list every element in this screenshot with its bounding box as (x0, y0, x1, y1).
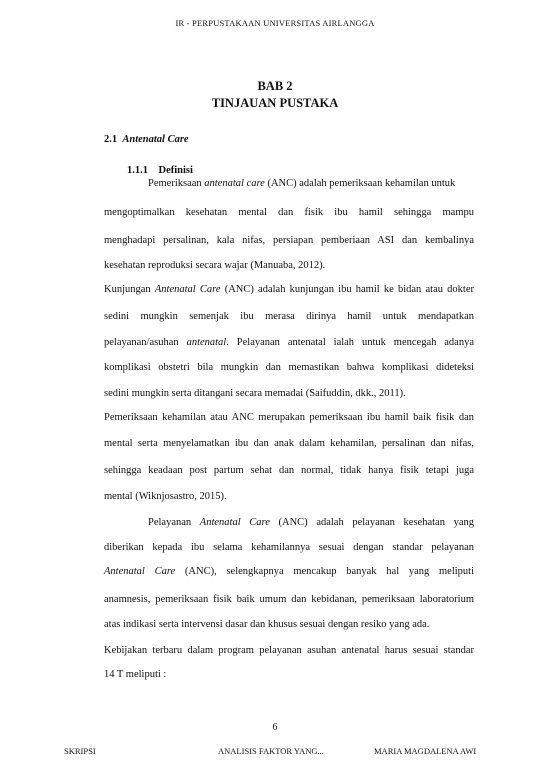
body-line (104, 260, 474, 271)
body-text-run: mental serta menyelamatkan ibu dan anak dalam kehamilan, persalinan dan nifas, (104, 438, 474, 449)
body-text-run: mengoptimalkan kesehatan mental dan fisik ibu hamil sehingga mampu (104, 207, 474, 218)
body-text-run: kesehatan reproduksi secara wajar (Manuaba, 2012). (104, 260, 326, 271)
body-text-run: komplikasi obstetri bila mungkin dan memastikan bahwa komplikasi dideteksi (104, 362, 474, 373)
footer-left: SKRIPSI (64, 746, 96, 756)
body-text-run: sedini mungkin semenjak ibu merasa dirinya hamil untuk mendapatkan (104, 311, 474, 322)
body-line (104, 491, 474, 502)
body-line (104, 465, 474, 476)
footer-right: MARIA MAGDALENA AWI (374, 746, 477, 756)
subsection-title: Definisi (158, 165, 193, 176)
body-text-run: (ANC) adalah kunjungan ibu hamil ke bidan atau dokter (220, 284, 474, 295)
body-text-run: 14 T meliputi : (104, 669, 167, 680)
section-title: Antenatal Care (122, 134, 189, 145)
body-line (104, 412, 474, 423)
body-line (104, 388, 474, 399)
body-text-run: Kebijakan terbaru dalam program pelayanan asuhan antenatal harus sesuai standar (104, 645, 474, 656)
body-text-run: atas indikasi serta intervensi dasar dan khusus sesuai dengan resiko yang ada. (104, 619, 430, 630)
body-line (148, 517, 474, 528)
body-line (104, 207, 474, 218)
body-text-run: mental (Wiknjosastro, 2015). (104, 491, 227, 502)
body-line (104, 542, 474, 553)
body-line (104, 566, 474, 577)
section-number: 2.1 (104, 134, 118, 145)
body-text-run: (ANC) adalah pelayanan kesehatan yang (269, 517, 474, 528)
body-text-run: anamnesis, pemeriksaan fisik baik umum dan kebidanan, pemeriksaan laboratorium (104, 594, 474, 605)
body-text-run: diberikan kepada ibu selama kehamilannya sesuai dengan standar pelayanan (104, 542, 474, 553)
body-italic-run: Antenatal Care (104, 566, 176, 577)
page-number: 6 (272, 722, 278, 733)
body-line (104, 645, 474, 656)
page-header: IR - PERPUSTAKAAN UNIVERSITAS AIRLANGGA (175, 18, 375, 28)
body-text-run: (ANC), selengkapnya mencakup banyak hal yang meliputi (175, 566, 475, 577)
body-text-run: pelayanan/asuhan (104, 337, 187, 348)
subsection-number: 1.1.1 (127, 165, 148, 176)
body-text-run: Pemeriksaan (148, 178, 205, 189)
chapter-number: BAB 2 (257, 79, 293, 93)
body-line (104, 438, 474, 449)
chapter-title: TINJAUAN PUSTAKA (211, 96, 339, 110)
body-text-run: Kunjungan (104, 284, 155, 295)
body-italic-run: antenatal care (204, 178, 265, 189)
body-italic-run: Antenatal Care (199, 517, 270, 528)
body-line (104, 284, 474, 295)
body-text-run: . Pelayanan antenatal ialah untuk mencegah adanya (226, 337, 475, 348)
body-text-run: sehingga keadaan post partum sehat dan normal, tidak hanya fisik tetapi juga (104, 465, 474, 476)
body-line (104, 669, 474, 680)
body-italic-run: Antenatal Care (154, 284, 221, 295)
body-line (104, 311, 474, 322)
body-text-run: Pemeriksaan kehamilan atau ANC merupakan pemeriksaan ibu hamil baik fisik dan (104, 412, 474, 423)
body-line (104, 594, 474, 605)
footer-center: ANALISIS FAKTOR YANG... (218, 746, 324, 756)
body-text-run: (ANC) adalah pemeriksaan kehamilan untuk (264, 178, 456, 189)
body-italic-run: antenatal (186, 337, 227, 348)
subsection-heading (127, 165, 193, 176)
body-line (104, 235, 474, 246)
body-line (104, 362, 474, 373)
body-text-run: Pelayanan (148, 517, 200, 528)
body-line (104, 619, 474, 630)
body-text-run: sedini mungkin serta ditangani secara memadai (Saifuddin, dkk., 2011). (104, 388, 406, 399)
body-text-run: menghadapi persalinan, kala nifas, persiapan pemberiaan ASI dan kembalinya (104, 235, 474, 246)
body-line (104, 337, 474, 348)
section-heading (104, 134, 189, 145)
body-line (148, 178, 474, 189)
